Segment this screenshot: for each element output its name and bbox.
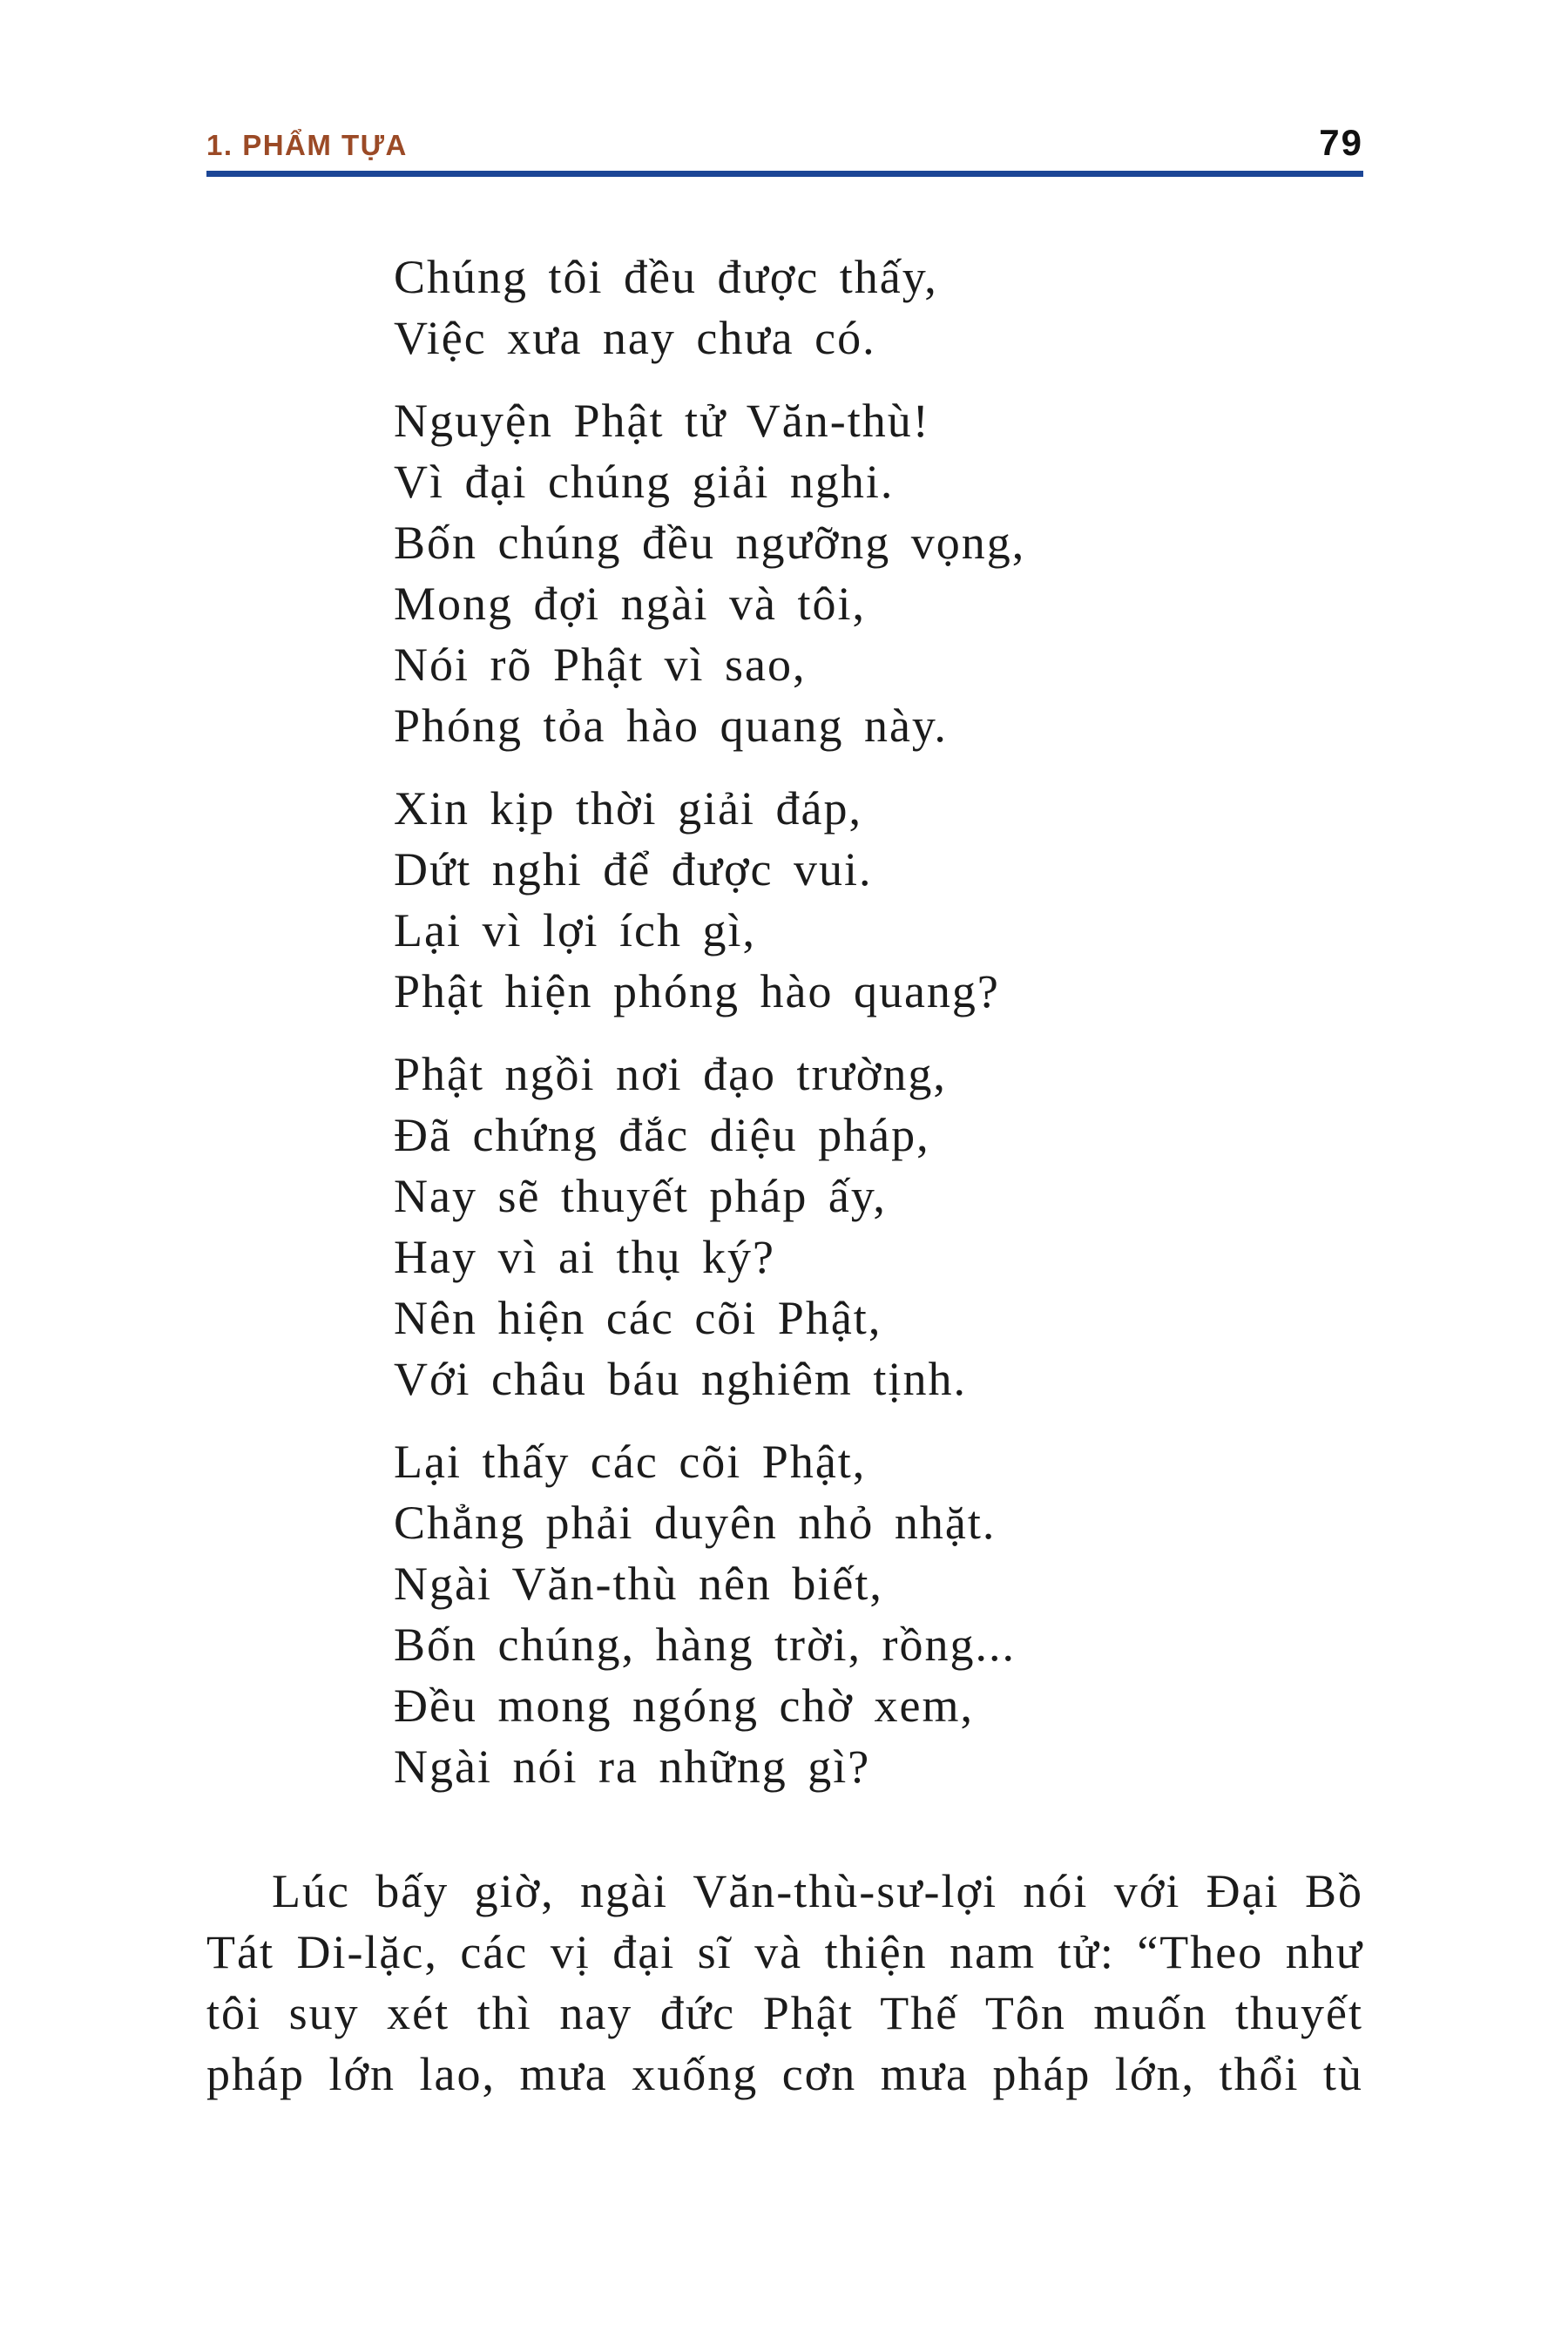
verse-line: Bốn chúng đều ngưỡng vọng, [394,517,1026,569]
verse-line: Lại thấy các cõi Phật, [394,1436,867,1488]
stanza-4 [394,1044,1363,1409]
verse-line: Vì đại chúng giải nghi. [394,456,895,508]
prose-paragraph [206,1861,1363,2105]
stanza-1 [394,247,1363,368]
verse-line: Ngài Văn-thù nên biết, [394,1558,883,1610]
verse-line: Chúng tôi đều được thấy, [394,251,938,303]
verse-line: Mong đợi ngài và tôi, [394,578,867,630]
verse-line: Lại vì lợi ích gì, [394,904,756,956]
stanza-2 [394,390,1363,756]
verse-line: Xin kịp thời giải đáp, [394,782,863,835]
verse-line: Ngài nói ra những gì? [394,1740,871,1793]
verse-line: Nói rõ Phật vì sao, [394,639,807,691]
verse-line: Đều mong ngóng chờ xem, [394,1680,974,1732]
verse-line: Nguyện Phật tử Văn-thù! [394,395,930,447]
page-header [206,122,1363,164]
verse-line: Nên hiện các cõi Phật, [394,1292,882,1344]
header-rule [206,171,1363,177]
prose-line: pháp lớn lao, mưa xuống cơn mưa pháp lớn, thổi tù [206,2048,1363,2100]
prose-line: Lúc bấy giờ, ngài Văn-thù-sư-lợi nói với Đại Bồ [272,1865,1363,1917]
page-number: 79 [1319,122,1363,163]
verse-line: Phật ngồi nơi đạo trường, [394,1048,947,1100]
poem-section [394,247,1363,1797]
verse-line: Nay sẽ thuyết pháp ấy, [394,1170,887,1222]
verse-line: Phóng tỏa hào quang này. [394,700,948,752]
chapter-heading: 1. PHẨM TỰA [206,129,408,161]
verse-line: Việc xưa nay chưa có. [394,312,876,364]
prose-line: tôi suy xét thì nay đức Phật Thế Tôn muốn thuyết [206,1987,1363,2039]
verse-line: Hay vì ai thụ ký? [394,1231,775,1283]
prose-line: Tát Di-lặc, các vị đại sĩ và thiện nam tử: “Theo như [206,1926,1363,1978]
verse-line: Phật hiện phóng hào quang? [394,965,1000,1017]
verse-line: Với châu báu nghiêm tịnh. [394,1353,967,1405]
stanza-5 [394,1431,1363,1797]
verse-line: Đã chứng đắc diệu pháp, [394,1109,930,1161]
verse-line: Bốn chúng, hàng trời, rồng... [394,1619,1016,1671]
stanza-3 [394,778,1363,1022]
text-block [206,0,1363,2105]
verse-line: Dứt nghi để được vui. [394,843,873,896]
verse-line: Chẳng phải duyên nhỏ nhặt. [394,1497,997,1549]
